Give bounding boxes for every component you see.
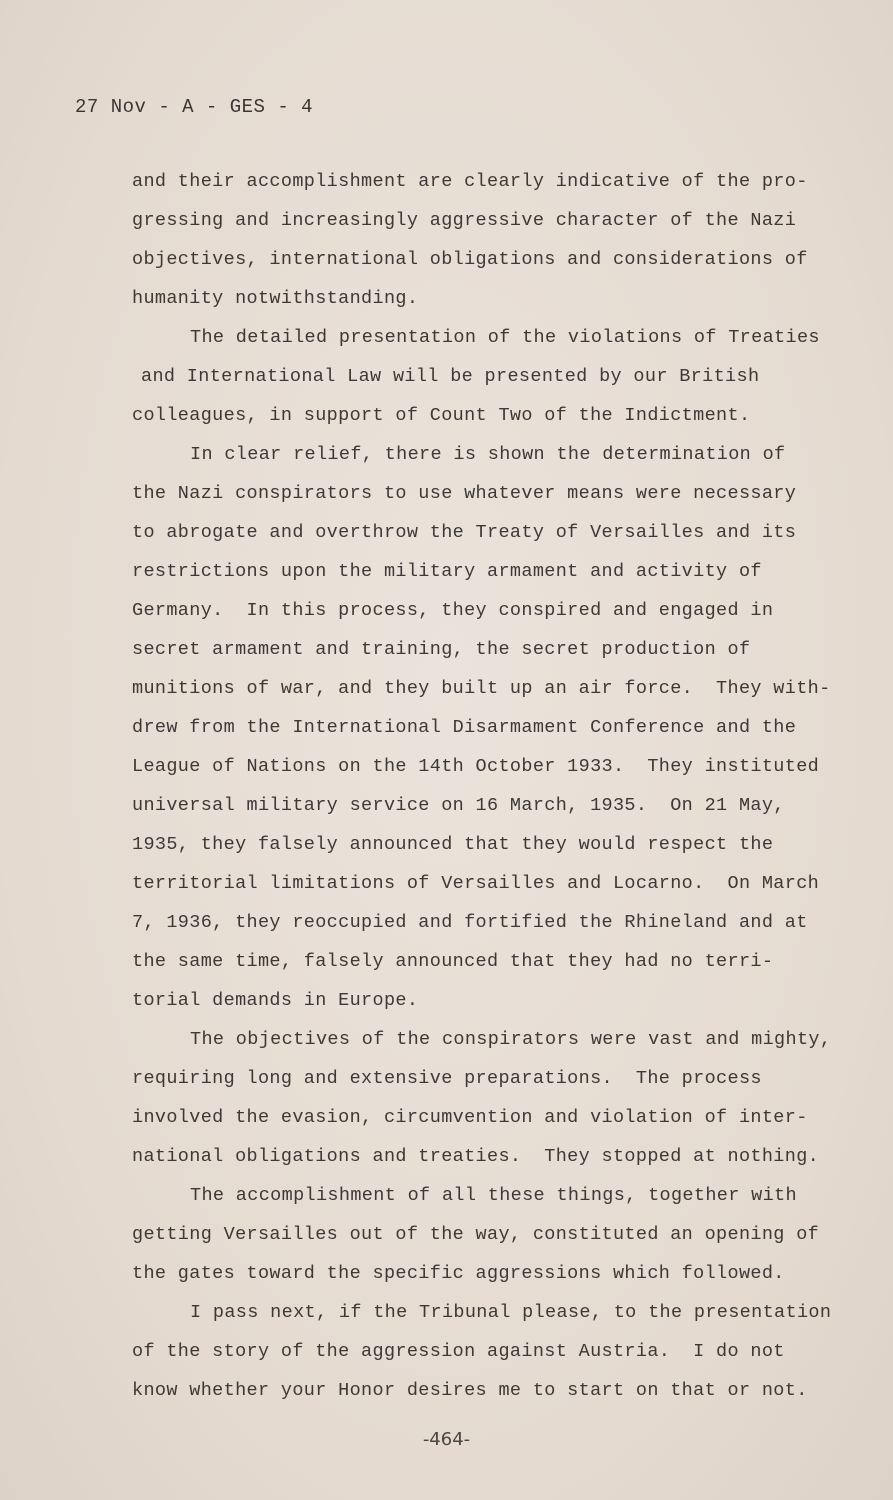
page-number: -464- xyxy=(422,1429,471,1450)
text-line: humanity notwithstanding. xyxy=(132,288,419,309)
text-line: national obligations and treaties. They stopped at nothing. xyxy=(132,1146,820,1167)
text-line: and their accomplishment are clearly indicative of the pro- xyxy=(132,171,808,192)
text-line: involved the evasion, circumvention and violation of inter- xyxy=(132,1107,808,1128)
text-line: of the story of the aggression against Austria. I do not xyxy=(132,1341,785,1362)
text-line: universal military service on 16 March, 1935. On 21 May, xyxy=(132,795,785,816)
text-line: Germany. In this process, they conspired and engaged in xyxy=(132,600,774,621)
text-line: torial demands in Europe. xyxy=(132,990,419,1011)
text-line: secret armament and training, the secret production of xyxy=(132,639,751,660)
text-line: The detailed presentation of the violations of Treaties xyxy=(190,327,820,348)
text-line: to abrogate and overthrow the Treaty of Versailles and its xyxy=(132,522,797,543)
text-line: gressing and increasingly aggressive character of the Nazi xyxy=(132,210,797,231)
text-line: drew from the International Disarmament Conference and the xyxy=(132,717,797,738)
text-line: I pass next, if the Tribunal please, to the presentation xyxy=(190,1302,832,1323)
page-header: 27 Nov - A - GES - 4 xyxy=(75,96,314,118)
text-line: the same time, falsely announced that they had no terri- xyxy=(132,951,774,972)
text-line: know whether your Honor desires me to start on that or not. xyxy=(132,1380,808,1401)
text-line: the Nazi conspirators to use whatever means were necessary xyxy=(132,483,797,504)
text-line: The objectives of the conspirators were vast and mighty, xyxy=(190,1029,832,1050)
text-line: League of Nations on the 14th October 1933. They instituted xyxy=(132,756,820,777)
text-line: and International Law will be presented by our British xyxy=(141,366,760,387)
text-line: the gates toward the specific aggressions which followed. xyxy=(132,1263,785,1284)
text-line: objectives, international obligations and considerations of xyxy=(132,249,808,270)
text-line: The accomplishment of all these things, together with xyxy=(190,1185,797,1206)
text-line: 1935, they falsely announced that they would respect the xyxy=(132,834,774,855)
text-line: restrictions upon the military armament and activity of xyxy=(132,561,762,582)
text-line: getting Versailles out of the way, constituted an opening of xyxy=(132,1224,820,1245)
text-line: colleagues, in support of Count Two of the Indictment. xyxy=(132,405,751,426)
text-line: munitions of war, and they built up an air force. They with- xyxy=(132,678,831,699)
text-line: In clear relief, there is shown the determination of xyxy=(190,444,786,465)
text-line: requiring long and extensive preparations. The process xyxy=(132,1068,762,1089)
text-line: territorial limitations of Versailles and Locarno. On March xyxy=(132,873,820,894)
text-line: 7, 1936, they reoccupied and fortified the Rhineland and at xyxy=(132,912,808,933)
